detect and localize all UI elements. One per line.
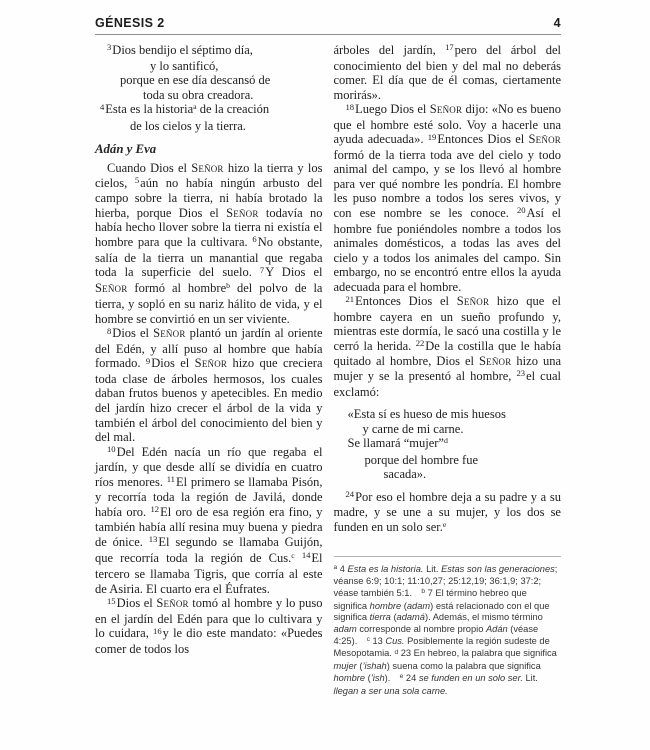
text-run: y lo santificó, — [150, 58, 219, 73]
footnote-marker: b — [421, 588, 426, 596]
poem-line — [95, 119, 323, 134]
text-run: (véase 4:25). — [333, 624, 539, 646]
verse-number: 11 — [166, 474, 175, 485]
poem-line — [334, 407, 562, 422]
text-run: Señor — [156, 596, 189, 611]
section-heading: Adán y Eva — [95, 142, 157, 157]
text-run: Dios bendijo el séptimo día, — [112, 43, 253, 57]
text-run: Se llamará “mujer” — [347, 436, 444, 451]
right-column — [334, 43, 562, 697]
poem-line — [95, 73, 323, 88]
poem-line — [95, 88, 323, 103]
text-run: hizo una mujer y se la presentó al hombre, — [333, 354, 561, 384]
text-run: formó de la tierra toda ave del cielo y todo animal del campo, y se los llevó al hombre para ver qué nombre les pondría. El hombre les puso nombre a todos los seres vivos, y con ese nombre se les conoce. — [333, 147, 561, 221]
text-run: llegan a ser una sola carne. — [333, 685, 448, 696]
verse-number: 7 — [259, 264, 265, 275]
verse-paragraph — [334, 294, 562, 399]
footnote-marker: e — [442, 520, 447, 530]
footnote-marker: c — [366, 635, 370, 643]
text-run: ). — [384, 672, 400, 683]
text-run: porque en ese día descansó de — [120, 73, 271, 88]
text-run: Señor — [191, 161, 224, 176]
text-run: Esta es la historia — [105, 102, 194, 117]
verse-paragraph — [334, 102, 562, 294]
verse-number: 15 — [107, 595, 116, 606]
text-run: hizo que el hombre cayera en un sueño profundo y, mientras este dormía, le sacó una costilla y le cerró la herida. — [333, 294, 561, 353]
text-run: adam — [406, 600, 431, 611]
poem-line — [334, 422, 562, 437]
poem-line — [95, 59, 323, 74]
footnote-section — [334, 556, 562, 698]
text-run: ( — [356, 661, 363, 672]
text-run: Dios el — [112, 326, 154, 341]
text-run: adam — [333, 624, 357, 635]
text-run: plantó un jardín al oriente del Edén, y allí puso al hombre que había formado. — [95, 326, 323, 371]
footnote-marker: e — [399, 673, 404, 681]
text-run: Señor — [153, 326, 186, 341]
text-run: ( — [390, 612, 397, 623]
text-run: Lit. — [423, 563, 442, 574]
poem-line — [334, 436, 562, 453]
verse-number: 5 — [134, 175, 140, 186]
text-run: ’ishah — [362, 661, 387, 672]
text-run: hizo que creciera toda clase de árboles hermosos, los cuales daban frutos buenos y apetecibles. En medio del jardín hizo crecer el árbol de la vida y también el árbol del conocimiento del bien y del mal. — [95, 356, 323, 445]
text-run: árboles del jardín, — [333, 43, 446, 57]
text-run: Luego Dios el — [355, 102, 430, 117]
verse-paragraph — [334, 490, 562, 537]
text-run — [295, 551, 302, 565]
text-run: Señor — [478, 354, 512, 369]
text-run: Cus. — [385, 635, 405, 646]
text-run: aún no había ningún arbusto del campo sobre la tierra, ni había brotado la hierba, porque Dios el — [95, 175, 323, 220]
two-column-text — [95, 43, 561, 697]
text-run: hombre — [333, 672, 366, 683]
text-run: porque del hombre fue — [364, 452, 479, 467]
verse-paragraph — [95, 161, 323, 326]
text-run: pero del árbol del conocimiento del bien y del mal no deberás comer. El día que de él comas, ciertamente morirás». — [333, 43, 561, 102]
text-run: y carne de mi carne. — [362, 421, 464, 436]
text-run: tomó al hombre y lo puso en el jardín del Edén para que lo cultivara y lo cuidara, — [95, 596, 323, 641]
text-run: toda su obra creadora. — [143, 87, 254, 102]
text-run: 4 — [337, 563, 348, 574]
text-run: Señor — [194, 356, 228, 371]
text-run: El oro de esa región era fino, y también había allí resina muy buena y piedra de ónice. — [95, 504, 323, 549]
verse-paragraph — [95, 326, 323, 444]
text-run: Del Edén nacía un río que regaba el jardín, y que desde allí se dividía en cuatro ríos menores. — [95, 444, 323, 489]
text-run: Señor — [95, 280, 128, 295]
verse-number: 24 — [345, 489, 355, 500]
verse-number: 10 — [107, 444, 116, 455]
text-run: Cuando Dios el — [107, 161, 192, 176]
text-run: hizo la tierra y los cielos, — [95, 161, 323, 190]
text-run: dijo: «No es bueno que el hombre esté solo. Voy a hacerle una ayuda adecuada». — [333, 102, 561, 147]
text-run: tierra — [369, 612, 391, 623]
text-run: Y Dios el — [265, 265, 323, 280]
text-run: El primero se llamaba Pisón, y recorría toda la región de Javilá, donde había oro. — [95, 474, 323, 519]
verse-number: 18 — [345, 101, 355, 112]
text-run: ( — [401, 600, 407, 611]
poem-line — [334, 467, 562, 482]
verse-number: 14 — [301, 549, 311, 560]
text-run: se funden en un solo ser. — [418, 672, 523, 683]
text-run: ) está relacionado con el que significa — [333, 600, 550, 623]
verse-paragraph — [334, 43, 562, 102]
text-run: Lit. — [522, 672, 538, 683]
text-run: el cual exclamó: — [333, 369, 561, 399]
footnote-marker: a — [193, 102, 197, 112]
text-run: Señor — [528, 132, 561, 147]
text-run: ) suena como la palabra que significa — [386, 661, 541, 672]
text-run: del polvo de la tierra, y sopló en su nariz hálito de vida, y el hombre se convirtió en un ser viviente. — [95, 280, 323, 326]
text-run: Señor — [429, 102, 463, 117]
text-run: Esta es la historia. — [347, 563, 424, 574]
poem-verses-3-4 — [95, 43, 323, 133]
text-run: Dios el — [116, 596, 157, 611]
text-run: formó al hombre — [127, 280, 227, 295]
text-run: De la costilla que le había quitado al hombre, Dios el — [333, 338, 561, 369]
text-run: El segundo se llamaba Guijón, que recorría toda la región de Cus. — [95, 534, 323, 565]
text-run: y le dio este mandato: «Puedes comer de todos los — [95, 626, 323, 656]
left-column — [95, 43, 323, 697]
page-header — [95, 16, 561, 35]
text-run: ; véanse 6:9; 10:1; 11:10,27; 25:12,19; 36:1,9; 37:2; véase también 5:1. — [333, 563, 558, 598]
footnote-marker: a — [333, 563, 338, 571]
right-column-paragraphs-bottom — [334, 490, 562, 537]
text-run: Estas son las generaciones — [441, 563, 555, 574]
text-run: Señor — [456, 294, 490, 309]
text-run: ’ish — [370, 672, 385, 683]
text-run: 24 — [403, 672, 419, 683]
footnote-marker: d — [443, 436, 448, 446]
footnotes-text — [334, 564, 562, 698]
text-run: todavía no había hecho llover sobre la tierra ni existía el hombre para que la cultivara. — [95, 205, 323, 250]
verse-number: 9 — [145, 355, 151, 366]
text-run: «Esta sí es hueso de mis huesos — [347, 407, 506, 422]
verse-number: 19 — [427, 131, 437, 142]
text-run: ( — [365, 672, 371, 683]
verse-number: 4 — [100, 101, 105, 112]
text-run: sacada». — [383, 467, 427, 482]
text-run: Así el hombre fue poniéndoles nombre a todos los animales domésticos, a todas las aves del cielo y a todos los animales del campo. Sin embargo, no se encontró entre ellos la ayuda adecuada para el hombre. — [333, 206, 562, 294]
text-run: Señor — [226, 205, 259, 220]
text-run: Adán — [485, 624, 508, 635]
text-run: Posiblemente la región sudeste de Mesopotamia. — [333, 635, 550, 659]
text-run: El tercero se llamaba Tigris, que corría al este de Asiria. El cuarto era el Éufrates. — [95, 550, 323, 596]
footnote-marker: d — [394, 648, 399, 656]
page-number: 4 — [553, 16, 561, 30]
footnote-marker: c — [291, 550, 295, 560]
text-run: No obstante, salía de la tierra un manantial que regaba toda la superficie del suelo. — [95, 235, 323, 280]
verse-number: 16 — [153, 625, 162, 636]
right-column-paragraphs-top — [334, 43, 562, 399]
poem-line — [95, 43, 323, 59]
verse-number: 6 — [252, 234, 257, 245]
text-run: de los cielos y la tierra. — [130, 118, 246, 133]
verse-number: 22 — [415, 338, 425, 349]
verse-number: 3 — [107, 42, 112, 53]
text-run: ). Además, el mismo término — [424, 612, 543, 623]
text-run: corresponde al nombre propio — [356, 624, 486, 635]
text-run: Entonces Dios el — [355, 294, 457, 309]
verse-number: 8 — [107, 325, 112, 336]
text-run: 7 El término hebreo que significa — [333, 587, 527, 611]
verse-number: 12 — [150, 504, 160, 515]
poem-line — [334, 453, 562, 468]
verse-number: 20 — [516, 205, 526, 216]
left-column-paragraphs — [95, 161, 323, 656]
poem-line — [95, 102, 323, 119]
verse-paragraph — [95, 445, 323, 596]
verse-paragraph — [95, 596, 323, 656]
poem-verse-23 — [334, 407, 562, 482]
verse-number: 23 — [516, 368, 526, 379]
text-run: Entonces Dios el — [437, 132, 529, 147]
text-run: hombre — [369, 600, 402, 611]
text-run: 23 En hebreo, la palabra que significa — [398, 648, 557, 659]
text-run: Dios el — [151, 356, 195, 371]
verse-number: 13 — [148, 534, 158, 545]
text-run: de la creación — [196, 102, 270, 117]
text-run: mujer — [333, 661, 357, 672]
page-content — [95, 16, 561, 697]
text-run: 13 — [369, 635, 386, 646]
verse-number: 17 — [445, 42, 454, 53]
footnote-marker: b — [226, 280, 231, 290]
text-run: adamá — [396, 612, 425, 623]
running-head-book-chapter: GÉNESIS 2 — [95, 16, 165, 30]
text-run: Por eso el hombre deja a su padre y a su madre, y se une a su mujer, y los dos se funden en un solo ser. — [333, 489, 561, 534]
verse-number: 21 — [345, 293, 355, 304]
